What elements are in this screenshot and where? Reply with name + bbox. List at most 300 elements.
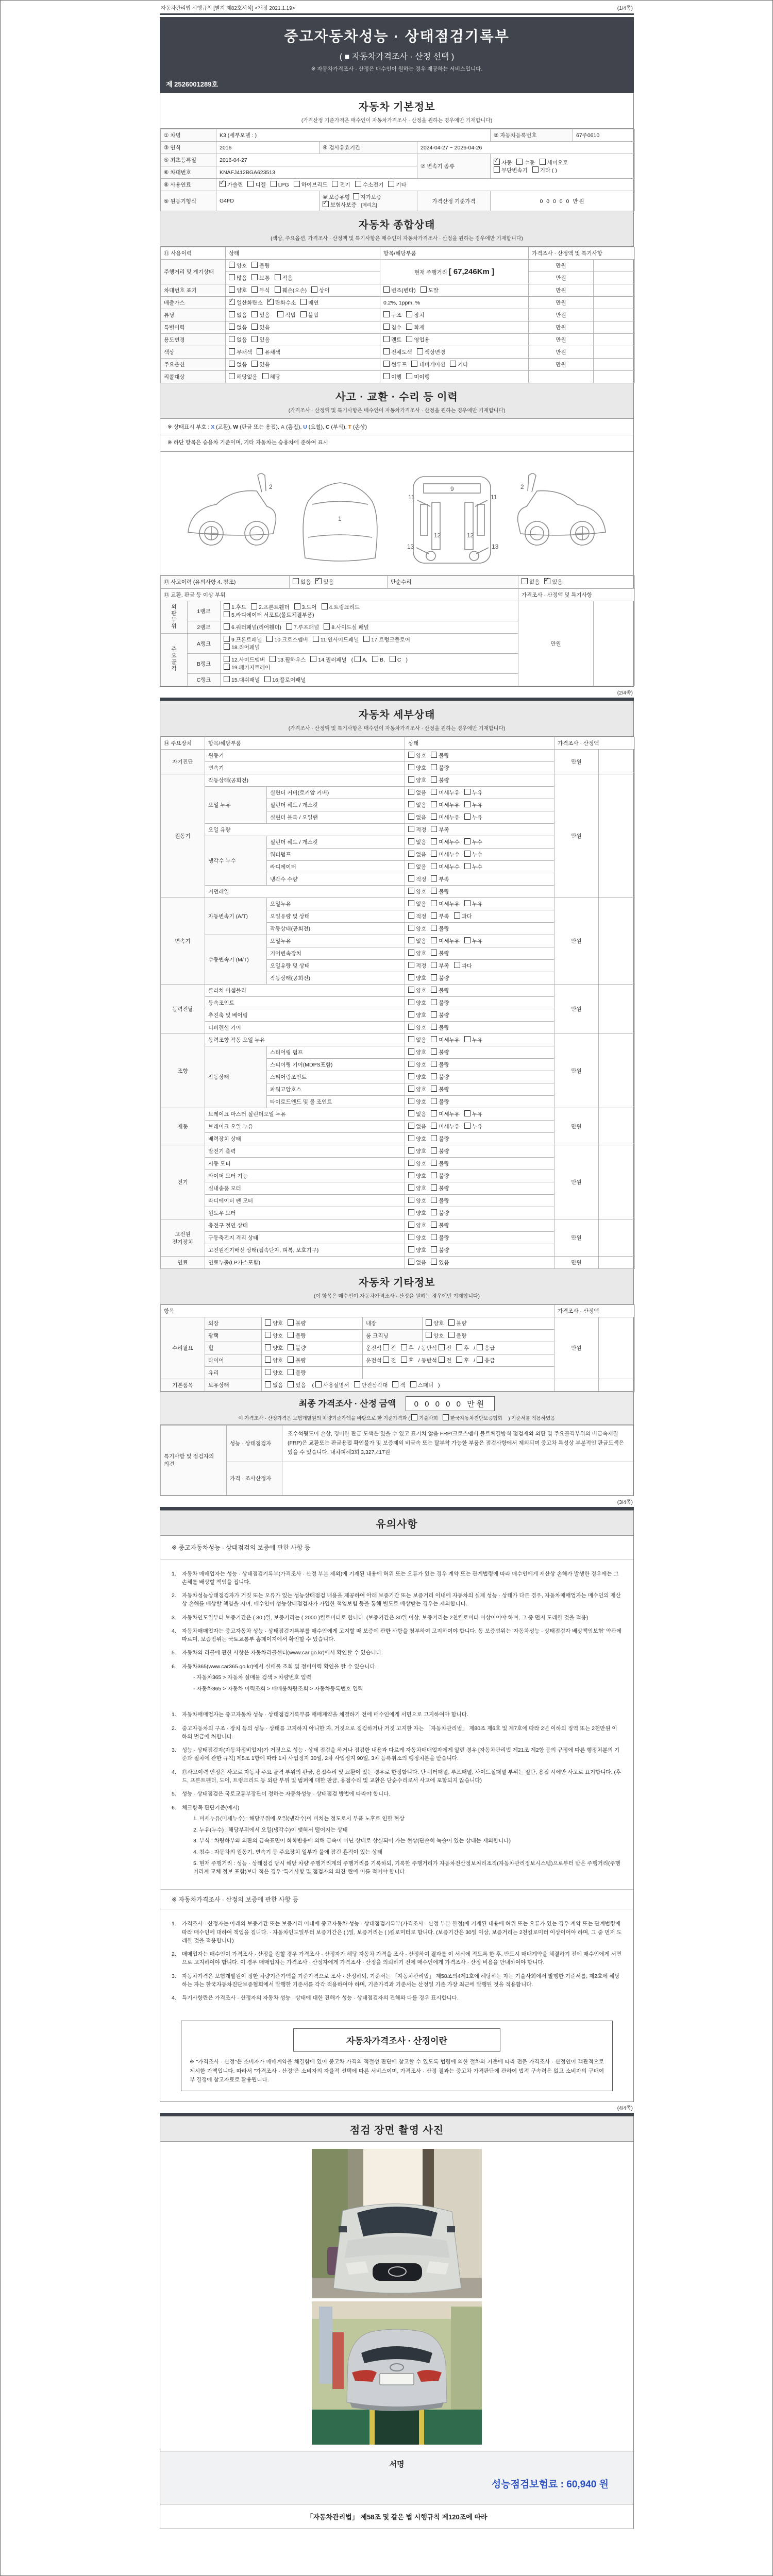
checkbox-option: 있음: [251, 336, 270, 344]
checkbox[interactable]: [443, 1414, 449, 1420]
checkbox-option: 훼손(오손): [275, 286, 307, 294]
checkbox[interactable]: [408, 1061, 414, 1067]
checkbox[interactable]: [431, 1135, 437, 1141]
checkbox[interactable]: [431, 1259, 437, 1265]
first-reg-label: ⑤ 최초등록일: [161, 154, 216, 166]
checkbox[interactable]: [262, 373, 268, 379]
checkbox[interactable]: [224, 664, 230, 670]
checkbox[interactable]: [251, 336, 258, 342]
checkbox-option: 양호: [408, 1246, 426, 1254]
checkbox[interactable]: [265, 1344, 271, 1350]
checkbox[interactable]: [401, 1357, 407, 1363]
notice-block-c: [160, 1909, 633, 2012]
checkbox-option: 없음: [408, 937, 426, 945]
checkbox[interactable]: [277, 311, 283, 317]
checkbox[interactable]: [431, 1024, 437, 1030]
checkbox-option: 스패너: [410, 1381, 433, 1389]
checkbox[interactable]: [313, 636, 319, 642]
checkbox[interactable]: [431, 962, 437, 968]
checkbox-option: 이행: [383, 373, 401, 381]
notice-block-a-title: ※ 중고자동차성능 · 상태점검의 보증에 관한 사항 등: [172, 1544, 311, 1551]
checkbox[interactable]: [464, 1110, 470, 1116]
checkbox-option: 과다: [454, 962, 472, 970]
checkbox[interactable]: [431, 851, 437, 857]
detail-row: 윈도우 모터 양호 불량: [161, 1207, 635, 1219]
checkbox[interactable]: [408, 1184, 414, 1191]
checkbox[interactable]: [265, 1357, 271, 1363]
checkbox[interactable]: [408, 974, 414, 980]
checkbox[interactable]: [431, 776, 437, 783]
checkbox[interactable]: [431, 1048, 437, 1055]
price-appraisal-info-text: ※ "가격조사 · 산정"은 소비자가 매매계약을 체결함에 있어 중고차 가격의 적절성 판단에 참고할 수 있도록 법령에 의한 절차와 기준에 따라 전문 가격조사 · 산정인이 객관적으로 제시한 가액입니다. 따라서 "가격조사 · 산정"은 소비자의 자율적 선택에 따른 서비스이며, 가격조사 · 산정 결과는 중고차 가격판단에 관하여 법적 구속력은 없고 소비자의 구매여부 결정에 참고자료로 활용됩니다.: [190, 2059, 604, 2083]
checkbox[interactable]: [408, 925, 414, 931]
checkbox-option: 없음: [408, 801, 426, 809]
checkbox[interactable]: [324, 623, 330, 630]
checkbox[interactable]: [224, 603, 230, 609]
checkbox[interactable]: [431, 987, 437, 993]
notice-item: 5. 자동차의 리콜에 관한 사항은 자동차리콜센터(www.car.go.kr)에서 확인할 수 있습니다.: [172, 1650, 383, 1656]
checkbox[interactable]: [448, 1332, 455, 1338]
checkbox[interactable]: [522, 578, 528, 584]
detail-row: 실린더 블록 / 오일팬 없음 미세누유 누유: [161, 811, 635, 824]
checkbox-option: 후: [456, 1344, 469, 1352]
checkbox[interactable]: [251, 361, 258, 367]
checkbox[interactable]: [401, 1344, 407, 1350]
checkbox[interactable]: [464, 801, 470, 807]
checkbox[interactable]: [288, 1381, 294, 1387]
checkbox-option: 변조(변타): [383, 286, 416, 294]
checkbox-checked[interactable]: [267, 299, 274, 305]
checkbox[interactable]: [251, 262, 258, 268]
checkbox-option: 불량: [431, 1197, 449, 1205]
checkbox[interactable]: [431, 1110, 437, 1116]
checkbox[interactable]: [293, 578, 299, 584]
checkbox[interactable]: [257, 348, 263, 354]
checkbox-option: 불량: [431, 1098, 449, 1106]
checkbox[interactable]: [275, 274, 281, 280]
checkbox[interactable]: [265, 1332, 271, 1338]
detail-row: 냉각수 누수 실린더 헤드 / 개스킷 없음 미세누수 누수: [161, 836, 635, 849]
checkbox-option: 미이행: [406, 373, 429, 381]
checkbox[interactable]: [431, 1061, 437, 1067]
checkbox[interactable]: [408, 1123, 414, 1129]
checkbox[interactable]: [390, 656, 396, 662]
checkbox[interactable]: [454, 962, 460, 968]
checkbox[interactable]: [408, 1222, 414, 1228]
checkbox-option: ✓ 있음: [544, 578, 562, 586]
checkbox[interactable]: [431, 1246, 437, 1252]
checkbox[interactable]: [431, 888, 437, 894]
checkbox[interactable]: [411, 361, 417, 367]
checkbox-checked[interactable]: [494, 159, 500, 165]
checkbox[interactable]: [406, 373, 412, 379]
car-name-label: ① 차명: [161, 129, 216, 142]
detail-row: 오일유량 및 상태 적정 부족 과다: [161, 910, 635, 923]
checkbox[interactable]: [229, 336, 235, 342]
detail-row: 고전원 전기장치 충전구 절연 상태 양호 불량 만원: [161, 1219, 635, 1232]
checkbox-option: 18.리어패널: [224, 643, 260, 651]
checkbox[interactable]: [251, 603, 257, 609]
checkbox[interactable]: [355, 181, 361, 187]
checkbox[interactable]: [431, 863, 437, 869]
checkbox[interactable]: [388, 181, 394, 187]
price-appraisal-info-title: 자동차가격조사 · 산정이란: [293, 2028, 500, 2052]
checkbox[interactable]: [431, 900, 437, 906]
checkbox-option: 없음: [408, 863, 426, 871]
checkbox-option: 색상변경: [417, 348, 446, 356]
checkbox[interactable]: [288, 1319, 294, 1326]
notice-item: 4. 특기사항란은 가격조사 · 산정자의 자동차 성능 · 상태에 대한 견해가 성능 · 상태점검자의 견해와 다를 경우 표시합니다.: [172, 1995, 459, 2002]
checkbox[interactable]: [408, 1147, 414, 1154]
checkbox[interactable]: [464, 863, 470, 869]
checkbox[interactable]: [383, 1357, 389, 1363]
checkbox[interactable]: [265, 1369, 271, 1375]
checkbox[interactable]: [477, 1344, 483, 1350]
checkbox[interactable]: [431, 838, 437, 844]
checkbox[interactable]: [456, 1357, 462, 1363]
checkbox[interactable]: [408, 776, 414, 783]
section-band: [160, 2116, 633, 2142]
checkbox-option: 12.사이드멤버: [224, 656, 265, 664]
checkbox-option: 하이브리드: [294, 181, 328, 189]
checkbox[interactable]: [383, 311, 390, 317]
notice-item: 4. 자동차매매업자는 중고자동차 성능 · 상태점검기록부를 매수인에게 고지할 때 보증에 관한 사항을 첨부하여 고지하여야 합니다. 동 보증범위는 '자동차성능 · 상태점검자 배상책임보험' 약관에 따르며, 보증범위는 국토교통부 홈페이지에서 확인할 수 있습니다.: [172, 1628, 622, 1643]
checkbox[interactable]: [532, 166, 539, 173]
checkbox[interactable]: [417, 348, 423, 354]
checkbox[interactable]: [540, 159, 546, 165]
checkbox[interactable]: [431, 1011, 437, 1018]
checkbox[interactable]: [464, 814, 470, 820]
checkbox[interactable]: [300, 299, 307, 305]
checkbox[interactable]: [355, 656, 361, 662]
checkbox[interactable]: [408, 1098, 414, 1104]
checkbox[interactable]: [408, 1024, 414, 1030]
checkbox[interactable]: [431, 937, 437, 943]
checkbox[interactable]: [431, 764, 437, 770]
checkbox-option: 양호: [265, 1369, 283, 1377]
checkbox[interactable]: [224, 611, 230, 617]
checkbox[interactable]: [408, 1048, 414, 1055]
checkbox[interactable]: [229, 348, 235, 354]
checkbox-option: 있음: [251, 324, 270, 331]
checkbox[interactable]: [448, 1319, 455, 1326]
checkbox[interactable]: [431, 1184, 437, 1191]
notice-block-c-title: ※ 자동차가격조사 · 산정의 보증에 관한 사항 등: [160, 1889, 633, 1909]
checkbox[interactable]: [383, 361, 390, 367]
checkbox[interactable]: [454, 912, 460, 919]
checkbox-option: 없음: [408, 814, 426, 821]
checkbox-option: 불량: [431, 764, 449, 772]
panel-rank-row: B랭크 12.사이드멤버 13.휠하우스 14.필러패널 ( A, B, C ) 19.패키지트레이: [161, 654, 635, 674]
checkbox[interactable]: [408, 814, 414, 820]
checkbox[interactable]: [431, 1222, 437, 1228]
checkbox-option: 양호: [408, 1135, 426, 1143]
checkbox-option: 불량: [431, 950, 449, 957]
checkbox[interactable]: [363, 636, 369, 642]
checkbox-option: 없음: [408, 1110, 426, 1118]
checkbox[interactable]: [224, 676, 230, 682]
checkbox[interactable]: [229, 361, 235, 367]
svg-text:2: 2: [520, 483, 524, 490]
checkbox[interactable]: [408, 875, 414, 882]
checkbox[interactable]: [464, 1036, 470, 1042]
checkbox[interactable]: [439, 1357, 445, 1363]
checkbox[interactable]: [408, 987, 414, 993]
checkbox[interactable]: [408, 1197, 414, 1203]
checkbox[interactable]: [311, 286, 317, 293]
checkbox[interactable]: [229, 274, 235, 280]
checkbox[interactable]: [464, 789, 470, 795]
checkbox[interactable]: [426, 1332, 432, 1338]
checkbox[interactable]: [464, 1123, 470, 1129]
checkbox[interactable]: [431, 1147, 437, 1154]
checkbox[interactable]: [383, 373, 390, 379]
device-group-고전원 전기장치: 고전원 전기장치: [161, 1219, 205, 1257]
checkbox[interactable]: [408, 999, 414, 1005]
checkbox[interactable]: [431, 1160, 437, 1166]
checkbox[interactable]: [408, 1036, 414, 1042]
checkbox-option: 양호: [408, 1011, 426, 1019]
checkbox[interactable]: [392, 1381, 398, 1387]
checkbox[interactable]: [431, 912, 437, 919]
basic-info-table: [160, 129, 635, 211]
checkbox[interactable]: [288, 1332, 294, 1338]
notice-item: 6. 자동차365(www.car365.go.kr)에서 실매물 조회 및 정비이력 확인을 할 수 있습니다. - 자동차365 > 자동차 실매물 검색 > 차량번호 입력 - 자동차365 > 자동차 이력조회 > 매매용차량조회 > 자동차등록번호 입력: [172, 1663, 377, 1692]
checkbox[interactable]: [431, 1209, 437, 1215]
checkbox[interactable]: [464, 838, 470, 844]
checkbox[interactable]: [315, 1381, 322, 1387]
checkbox[interactable]: [408, 826, 414, 832]
checkbox[interactable]: [288, 1369, 294, 1375]
checkbox-option: 적정: [408, 912, 426, 920]
checkbox[interactable]: [229, 373, 235, 379]
checkbox-option: 불량: [431, 974, 449, 982]
checkbox[interactable]: [408, 752, 414, 758]
checkbox[interactable]: [450, 361, 456, 367]
checkbox[interactable]: [408, 1011, 414, 1018]
checkbox[interactable]: [294, 181, 300, 187]
checkbox[interactable]: [408, 1135, 414, 1141]
detail-row: 구동축전지 격리 상태 양호 불량: [161, 1232, 635, 1244]
checkbox-option: 유채색: [257, 348, 280, 356]
checkbox[interactable]: [408, 1209, 414, 1215]
checkbox[interactable]: [224, 636, 230, 642]
checkbox[interactable]: [229, 262, 235, 268]
section-band: [160, 211, 633, 247]
checkbox-checked[interactable]: [315, 578, 322, 584]
checkbox[interactable]: [224, 623, 230, 630]
checkbox[interactable]: [271, 181, 277, 187]
checkbox[interactable]: [353, 193, 359, 199]
checkbox-checked[interactable]: [229, 299, 235, 305]
checkbox[interactable]: [431, 752, 437, 758]
device-group-변속기: 변속기: [161, 898, 205, 985]
checkbox[interactable]: [383, 1344, 389, 1350]
checkbox[interactable]: [383, 348, 390, 354]
checkbox[interactable]: [431, 999, 437, 1005]
group-price: 만원: [554, 1108, 599, 1145]
checkbox[interactable]: [477, 1357, 483, 1363]
checkbox[interactable]: [408, 1246, 414, 1252]
checkbox[interactable]: [431, 875, 437, 882]
checkbox[interactable]: [251, 324, 258, 330]
section-subtitle: (이 항목은 매수인이 자동차가격조사 · 산정을 원하는 경우에만 기재합니다): [313, 1294, 480, 1299]
checkbox-option: 양호: [265, 1357, 283, 1364]
checkbox[interactable]: [383, 286, 390, 293]
checkbox[interactable]: [410, 1381, 416, 1387]
checkbox[interactable]: [431, 1234, 437, 1240]
checkbox-option: 5.라디에이터 서포트(볼트체결부품): [224, 611, 314, 619]
checkbox[interactable]: [408, 912, 414, 919]
checkbox[interactable]: [408, 900, 414, 906]
checkbox-option: 있음: [251, 311, 270, 319]
checkbox[interactable]: [431, 1036, 437, 1042]
checkbox[interactable]: [408, 789, 414, 795]
checkbox-option: 네비게이션: [411, 361, 445, 368]
checkbox[interactable]: [251, 274, 258, 280]
checkbox[interactable]: [431, 925, 437, 931]
checkbox-option: 미세누유: [431, 814, 460, 821]
checkbox[interactable]: [322, 603, 328, 609]
checkbox-checked[interactable]: [220, 181, 226, 187]
section-band: [160, 383, 633, 419]
section-title: 자동차 기타정보: [358, 1277, 435, 1289]
checkbox[interactable]: [247, 181, 254, 187]
checkbox-option: 6.쿼터패널(리어휀더): [224, 623, 281, 631]
checkbox[interactable]: [431, 1197, 437, 1203]
checkbox[interactable]: [431, 974, 437, 980]
checkbox[interactable]: [406, 311, 412, 317]
inspection-photos: [160, 2142, 633, 2451]
checkbox[interactable]: [431, 1098, 437, 1104]
checkbox-option: 불량: [431, 1172, 449, 1180]
checkbox[interactable]: [266, 636, 273, 642]
notice-item: 1. 가격조사 · 산정자는 아래의 보증기간 또는 보증거리 이내에 중고자동차 성능 · 상태점검기록부(가격조사 · 산정 부분 한정)에 기재된 내용에 허위 또는 오류가 있는 경우 계약 또는 관계법령에 따라 매수인에 대하여 책임을 집니다. · 자동차인도일부터 보증기간은 ( )일, 보증거리는 ( )킬로미터로 합니다. (보증기간은 30일 이상, 보증거리는 2천킬로미터 이상이어야 하며, 그 중 먼저 도래한 것을 적용합니다): [172, 1921, 622, 1944]
checkbox-option: 후: [456, 1357, 469, 1364]
checkbox-option: 1.후드: [224, 603, 246, 611]
checkbox-option: 미세누수: [431, 851, 460, 858]
checkbox[interactable]: [408, 950, 414, 956]
checkbox[interactable]: [431, 950, 437, 956]
checkbox[interactable]: [383, 324, 390, 330]
checkbox[interactable]: [431, 789, 437, 795]
checkbox[interactable]: [300, 311, 307, 317]
checkbox[interactable]: [408, 962, 414, 968]
checkbox[interactable]: [383, 336, 390, 342]
checkbox[interactable]: [431, 1086, 437, 1092]
checkbox[interactable]: [229, 286, 235, 293]
checkbox-option: 전: [383, 1344, 396, 1352]
checkbox[interactable]: [265, 1381, 271, 1387]
checkbox[interactable]: [408, 851, 414, 857]
checkbox[interactable]: [421, 286, 427, 293]
checkbox[interactable]: [408, 1160, 414, 1166]
checkbox[interactable]: [372, 656, 378, 662]
detail-row: 디퍼렌셜 기어 양호 불량: [161, 1022, 635, 1034]
checkbox-option: 누유: [464, 801, 482, 809]
checkbox[interactable]: [288, 1344, 294, 1350]
checkbox[interactable]: [456, 1344, 462, 1350]
checkbox[interactable]: [286, 623, 292, 630]
checkbox[interactable]: [431, 826, 437, 832]
checkbox-option: 누유: [464, 937, 482, 945]
checkbox[interactable]: [251, 311, 258, 317]
checkbox[interactable]: [251, 286, 258, 293]
checkbox[interactable]: [431, 814, 437, 820]
checkbox[interactable]: [224, 643, 230, 650]
checkbox[interactable]: [431, 1123, 437, 1129]
checkbox-option: 화재: [406, 324, 424, 331]
checkbox-option: 수동: [516, 159, 534, 166]
checkbox[interactable]: [408, 801, 414, 807]
checkbox[interactable]: [408, 1110, 414, 1116]
form-reference: 자동차관리법 시행규칙 [별지 제82호서식] <개정 2021.1.19>: [161, 6, 295, 11]
checkbox[interactable]: [464, 937, 470, 943]
checkbox[interactable]: [408, 937, 414, 943]
checkbox[interactable]: [516, 159, 523, 165]
checkbox[interactable]: [431, 1073, 437, 1079]
checkbox[interactable]: [408, 863, 414, 869]
device-group-전기: 전기: [161, 1145, 205, 1219]
checkbox[interactable]: [439, 1344, 445, 1350]
checkbox-option: 기타 ( ): [532, 166, 557, 174]
checkbox[interactable]: [464, 851, 470, 857]
notice-item: 1. 자동차 매매업자는 성능 · 상태점검기록부(가격조사 · 산정 부분 제외)에 기재된 내용에 허위 또는 오류가 있는 경우 계약 또는 관계법령에 따라 매수인에게 재산상 손해가 발생한 경우에는 그 손해를 배상할 책임을 집니다.: [172, 1570, 619, 1585]
checkbox-checked[interactable]: [544, 578, 550, 584]
checkbox[interactable]: [270, 656, 276, 662]
checkbox[interactable]: [464, 900, 470, 906]
checkbox[interactable]: [408, 764, 414, 770]
checkbox[interactable]: [265, 1319, 271, 1326]
checkbox-option: ✓보험사보증: [323, 201, 357, 209]
checkbox[interactable]: [224, 656, 230, 662]
checkbox[interactable]: [294, 603, 300, 609]
footer-law-text: 「자동차관리법」 제58조 및 같은 법 시행규칙 제120조에 따라: [160, 2504, 633, 2529]
checkbox[interactable]: [411, 1414, 417, 1420]
checkbox[interactable]: [408, 1259, 414, 1265]
checkbox-option: 불량: [431, 1234, 449, 1242]
checkbox[interactable]: [408, 1073, 414, 1079]
checkbox[interactable]: [408, 1234, 414, 1240]
checkbox-option: 13.휠하우스: [270, 656, 306, 664]
checkbox[interactable]: [408, 838, 414, 844]
checkbox-option: 적법: [277, 311, 295, 319]
checkbox[interactable]: [406, 336, 412, 342]
checkbox[interactable]: [354, 1381, 360, 1387]
checkbox[interactable]: [408, 1172, 414, 1178]
checkbox[interactable]: [408, 888, 414, 894]
first-reg-value: 2016-04-27: [216, 154, 417, 166]
document-header: [160, 17, 634, 93]
checkbox[interactable]: [275, 286, 281, 293]
checkbox[interactable]: [408, 1086, 414, 1092]
checkbox-option: 매연: [300, 299, 318, 307]
checkbox[interactable]: [229, 311, 235, 317]
checkbox[interactable]: [264, 676, 271, 682]
checkbox[interactable]: [310, 656, 316, 662]
checkbox[interactable]: [494, 166, 500, 173]
document-title: 중고자동차성능 · 상태점검기록부: [284, 28, 510, 44]
checkbox-checked[interactable]: [323, 201, 329, 207]
checkbox-option: C: [390, 656, 401, 663]
checkbox[interactable]: [229, 324, 235, 330]
checkbox[interactable]: [406, 324, 412, 330]
checkbox[interactable]: [431, 801, 437, 807]
checkbox[interactable]: [426, 1319, 432, 1326]
checkbox[interactable]: [431, 1172, 437, 1178]
checkbox[interactable]: [332, 181, 338, 187]
checkbox[interactable]: [288, 1357, 294, 1363]
